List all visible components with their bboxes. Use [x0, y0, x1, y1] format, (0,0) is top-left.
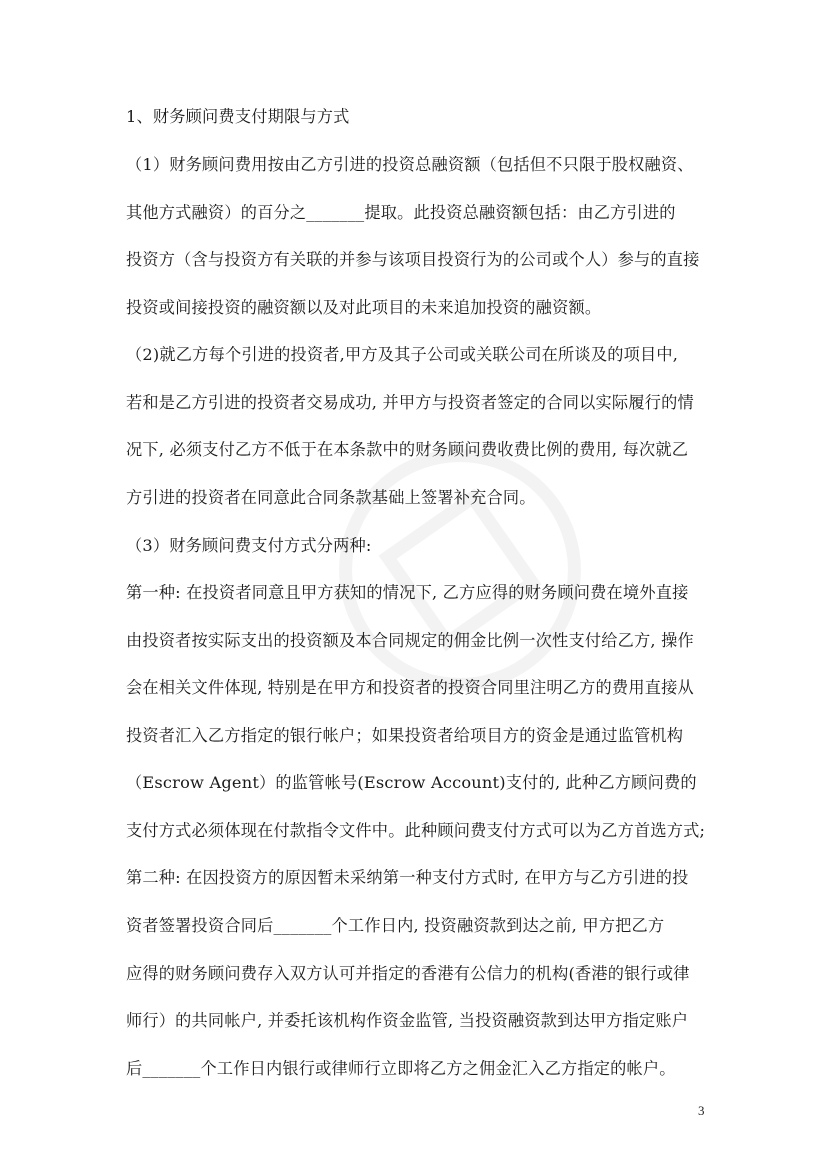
- paragraph-line: 会在相关文件体现, 特别是在甲方和投资者的投资合同里注明乙方的费用直接从: [126, 678, 694, 697]
- paragraph-line: 投资者汇入乙方指定的银行帐户；如果投资者给项目方的资金是通过监管机构: [126, 726, 684, 745]
- paragraph-line: （1）财务顾问费用按由乙方引进的投资总融资额（包括但不只限于股权融资、: [126, 155, 694, 174]
- paragraph-line: （2)就乙方每个引进的投资者,甲方及其子公司或关联公司在所谈及的项目中,: [126, 345, 679, 364]
- paragraph-line: 方引进的投资者在同意此合同条款基础上签署补充合同。: [126, 488, 536, 507]
- paragraph-line: 投资方（含与投资方有关联的并参与该项目投资行为的公司或个人）参与的直接: [126, 250, 700, 269]
- paragraph-line: 应得的财务顾问费存入双方认可并指定的香港有公信力的机构(香港的银行或律: [126, 964, 690, 983]
- section-heading: 1、财务顾问费支付期限与方式: [126, 107, 350, 126]
- paragraph-line: 第一种: 在投资者同意且甲方获知的情况下, 乙方应得的财务顾问费在境外直接: [126, 583, 689, 602]
- paragraph-line: 师行）的共同帐户, 并委托该机构作资金监管, 当投资融资款到达甲方指定账户: [126, 1011, 689, 1030]
- page-number: 3: [698, 1103, 705, 1118]
- paragraph-line: （Escrow Agent）的监管帐号(Escrow Account)支付的, 此种乙方顾问费的: [126, 773, 697, 792]
- paragraph-line: 其他方式融资）的百分之_______提取。此投资总融资额包括：由乙方引进的: [126, 203, 676, 222]
- paragraph-line: 若和是乙方引进的投资者交易成功, 并甲方与投资者签定的合同以实际履行的情: [126, 393, 694, 412]
- paragraph-line: 资者签署投资合同后_______个工作日内, 投资融资款到达之前, 甲方把乙方: [126, 916, 665, 935]
- paragraph-line: 况下, 必须支付乙方不低于在本条款中的财务顾问费收费比例的费用, 每次就乙: [126, 440, 689, 459]
- paragraph-line: 第二种: 在因投资方的原因暂未采纳第一种支付方式时, 在甲方与乙方引进的投: [126, 868, 689, 887]
- paragraph-line: （3）财务顾问费支付方式分两种:: [126, 536, 372, 555]
- paragraph-line: 投资或间接投资的融资额以及对此项目的未来追加投资的融资额。: [126, 298, 602, 317]
- paragraph-line: 后_______个工作日内银行或律师行立即将乙方之佣金汇入乙方指定的帐户。: [126, 1059, 676, 1078]
- paragraph-line: 由投资者按实际支出的投资额及本合同规定的佣金比例一次性支付给乙方, 操作: [126, 631, 694, 650]
- paragraph-line: 支付方式必须体现在付款指令文件中。此种顾问费支付方式可以为乙方首选方式;: [126, 821, 706, 840]
